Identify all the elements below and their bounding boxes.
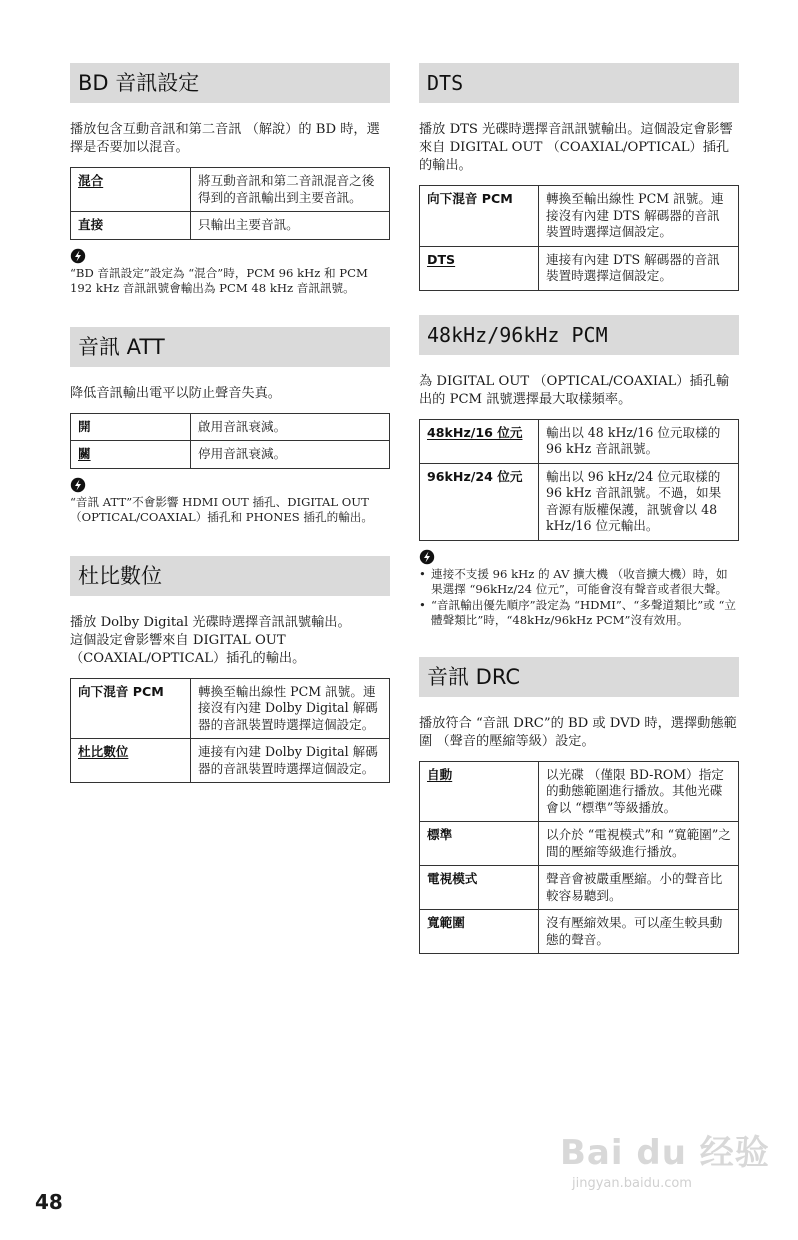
table-row <box>420 761 739 822</box>
options-table <box>70 678 390 784</box>
option-desc: 轉換至輸出線性 PCM 訊號。連接沒有內建 DTS 解碼器的音訊裝置時選擇這個設定。 <box>539 186 739 247</box>
section-intro: 降低音訊輸出電平以防止聲音失真。 <box>70 385 281 401</box>
option-key: 關 <box>78 446 91 461</box>
option-key: 96kHz/24 位元 <box>420 463 539 540</box>
options-table <box>70 413 390 469</box>
option-desc: 沒有壓縮效果。可以產生較具動態的聲音。 <box>539 910 739 954</box>
section-audio-att <box>70 327 390 526</box>
table-row <box>71 441 390 469</box>
table-row <box>420 246 739 290</box>
options-table <box>70 167 390 240</box>
table-row <box>71 413 390 441</box>
option-key: 寬範圍 <box>420 910 539 954</box>
table-row <box>420 866 739 910</box>
note-text: “音訊 ATT”不會影響 HDMI OUT 插孔、DIGITAL OUT （OPTICAL/COAXIAL）插孔和 PHONES 插孔的輸出。 <box>70 494 373 524</box>
table-row <box>420 910 739 954</box>
section-intro-2: 這個設定會影響來自 DIGITAL OUT （COAXIAL/OPTICAL）插孔的輸出。 <box>70 632 306 666</box>
option-key: 混合 <box>78 173 104 188</box>
section-title: 音訊 ATT <box>70 327 390 367</box>
option-desc: 將互動音訊和第二音訊混音之後得到的音訊輸出到主要音訊。 <box>191 168 390 212</box>
option-desc: 以介於 “電視模式”和 “寬範圍”之間的壓縮等級進行播放。 <box>539 822 739 866</box>
table-row <box>71 739 390 783</box>
option-key: 直接 <box>71 212 191 240</box>
option-key: DTS <box>427 251 456 267</box>
note-icon <box>70 477 86 493</box>
option-key: 開 <box>71 413 191 441</box>
section-drc <box>419 657 739 955</box>
section-intro: 播放 Dolby Digital 光碟時選擇音訊訊號輸出。 <box>70 614 351 630</box>
option-key: 電視模式 <box>420 866 539 910</box>
table-row <box>420 186 739 247</box>
table-row <box>71 168 390 212</box>
option-desc: 停用音訊衰減。 <box>191 441 390 469</box>
option-key: 自動 <box>427 766 453 782</box>
option-desc: 輸出以 48 kHz/16 位元取樣的 96 kHz 音訊訊號。 <box>539 419 739 463</box>
options-table <box>419 185 739 291</box>
note-item: • 連接不支援 96 kHz 的 AV 擴大機 （收音擴大機）時，如果選擇 “96kHz/24 位元”，可能會沒有聲音或者很大聲。 <box>419 567 739 598</box>
watermark <box>560 1125 770 1205</box>
options-table <box>419 761 739 955</box>
section-title: DTS <box>419 63 739 103</box>
option-key: 48kHz/16 位元 <box>427 424 523 440</box>
right-column <box>419 63 739 954</box>
option-key: 標準 <box>420 822 539 866</box>
note-icon <box>70 248 86 264</box>
option-key: 向下混音 PCM <box>71 678 191 739</box>
section-bd-audio <box>70 63 390 297</box>
option-desc: 啟用音訊衰減。 <box>191 413 390 441</box>
section-dts <box>419 63 739 291</box>
section-title: BD 音訊設定 <box>70 63 390 103</box>
options-table <box>419 419 739 541</box>
note-icon <box>419 549 435 565</box>
option-desc: 輸出以 96 kHz/24 位元取樣的 96 kHz 音訊訊號。不過，如果音源有版權保護，訊號會以 48 kHz/16 位元輸出。 <box>539 463 739 540</box>
option-desc: 聲音會被嚴重壓縮。小的聲音比較容易聽到。 <box>539 866 739 910</box>
option-desc: 連接有內建 Dolby Digital 解碼器的音訊裝置時選擇這個設定。 <box>191 739 390 783</box>
note-list <box>419 567 739 629</box>
page-number: 48 <box>35 1190 63 1214</box>
section-pcm <box>419 315 739 629</box>
watermark-brand: Bai du 经验 <box>560 1133 770 1173</box>
option-desc: 以光碟 （僅限 BD-ROM）指定的動態範圍進行播放。其他光碟會以 “標準”等級播放。 <box>539 761 739 822</box>
table-row <box>71 678 390 739</box>
table-row <box>420 463 739 540</box>
watermark-url: jingyan.baidu.com <box>572 1176 692 1191</box>
left-column <box>70 63 390 783</box>
section-intro: 為 DIGITAL OUT （OPTICAL/COAXIAL）插孔輸出的 PCM 訊號選擇最大取樣頻率。 <box>419 373 730 407</box>
option-key: 杜比數位 <box>78 744 129 759</box>
option-desc: 連接有內建 DTS 解碼器的音訊裝置時選擇這個設定。 <box>539 246 739 290</box>
section-dolby <box>70 556 390 784</box>
section-title: 48kHz/96kHz PCM <box>419 315 739 355</box>
table-row <box>71 212 390 240</box>
table-row <box>420 419 739 463</box>
option-key: 向下混音 PCM <box>420 186 539 247</box>
section-intro: 播放符合 “音訊 DRC”的 BD 或 DVD 時，選擇動態範圍 （聲音的壓縮等級）設定。 <box>419 715 737 749</box>
section-title: 音訊 DRC <box>419 657 739 697</box>
note-text: “BD 音訊設定”設定為 “混合”時，PCM 96 kHz 和 PCM 192 kHz 音訊訊號會輸出為 PCM 48 kHz 音訊訊號。 <box>70 265 368 295</box>
section-intro: 播放包含互動音訊和第二音訊 （解說）的 BD 時，選擇是否要加以混音。 <box>70 122 380 155</box>
table-row <box>420 822 739 866</box>
option-desc: 只輸出主要音訊。 <box>191 212 390 240</box>
section-title: 杜比數位 <box>70 556 390 596</box>
section-intro: 播放 DTS 光碟時選擇音訊訊號輸出。這個設定會影響來自 DIGITAL OUT （COAXIAL/OPTICAL）插孔的輸出。 <box>419 122 733 173</box>
option-desc: 轉換至輸出線性 PCM 訊號。連接沒有內建 Dolby Digital 解碼器的音訊裝置時選擇這個設定。 <box>191 678 390 739</box>
note-item: • “音訊輸出優先順序”設定為 “HDMI”、“多聲道類比”或 “立體聲類比”時，“48kHz/96kHz PCM”沒有效用。 <box>419 598 739 629</box>
